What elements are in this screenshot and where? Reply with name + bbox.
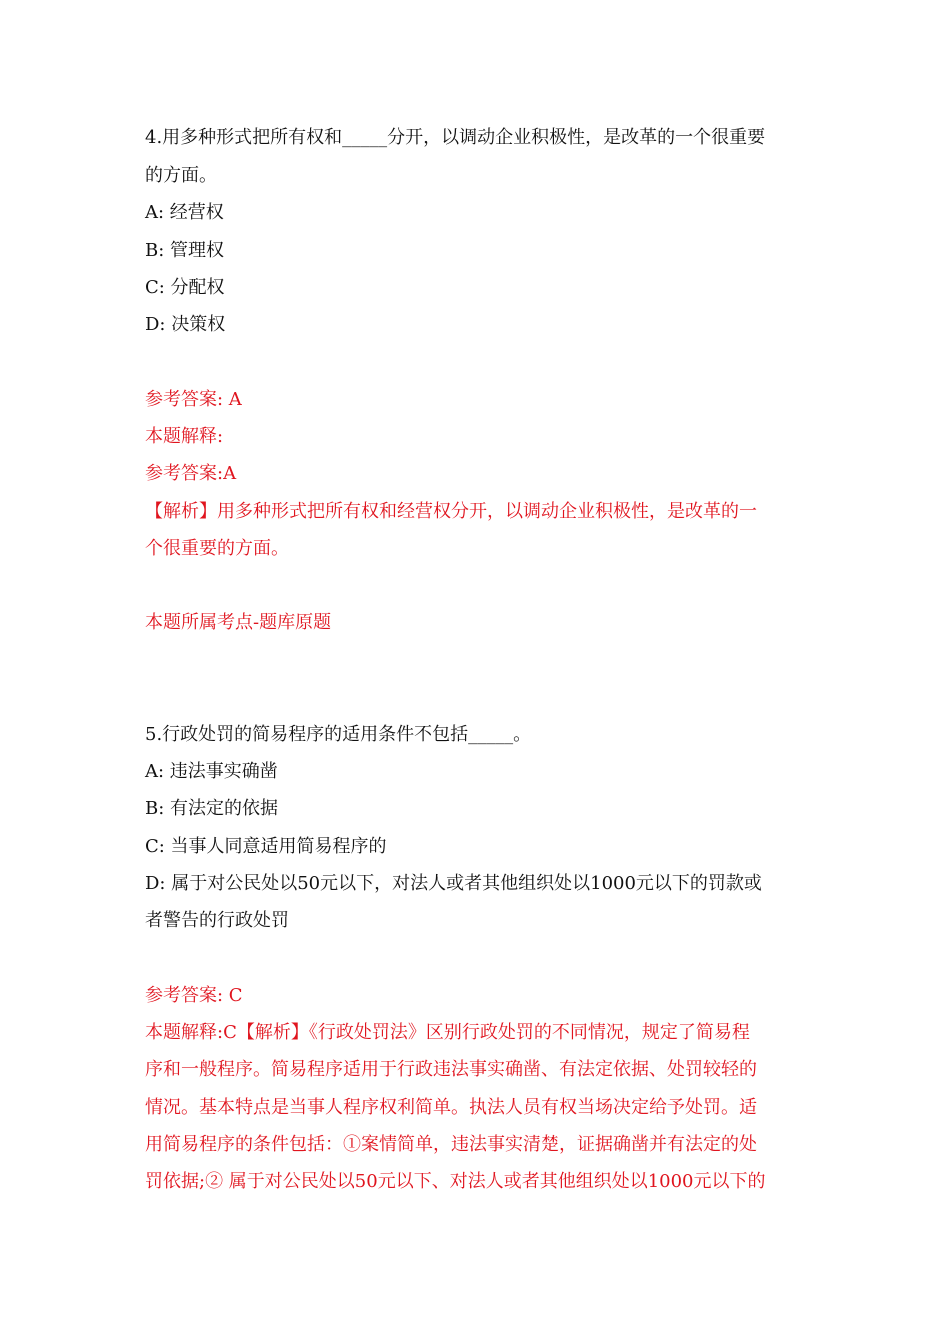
q4-option-b: B: 管理权 [145,240,225,261]
q4-option-d: D: 决策权 [145,314,226,335]
q5-option-c: C: 当事人同意适用简易程序的 [145,836,387,857]
q5-option-d-line2: 者警告的行政处罚 [145,910,289,931]
q4-analysis-line2: 个很重要的方面。 [145,538,289,559]
q4-analysis-line1: 【解析】用多种形式把所有权和经营权分开，以调动企业积极性，是改革的一 [145,501,757,522]
q5-analysis-line3: 情况。基本特点是当事人程序权利简单。执法人员有权当场决定给予处罚。适 [145,1097,757,1118]
q5-analysis-line2: 序和一般程序。简易程序适用于行政违法事实确凿、有法定依据、处罚较轻的 [145,1059,757,1080]
q4-topic: 本题所属考点-题库原题 [145,612,332,633]
q4-stem-line2: 的方面。 [145,165,217,186]
q4-stem-line1: 4.用多种形式把所有权和_____分开，以调动企业积极性，是改革的一个很重要 [145,127,766,148]
q5-option-b: B: 有法定的依据 [145,798,279,819]
q4-explain-label: 本题解释: [145,426,224,447]
q5-analysis-line5: 罚依据;② 属于对公民处以50元以下、对法人或者其他组织处以1000元以下的 [145,1171,766,1192]
q5-option-a: A: 违法事实确凿 [145,761,278,782]
q5-stem: 5.行政处罚的简易程序的适用条件不包括_____。 [145,724,532,745]
q5-option-d: D: 属于对公民处以50元以下，对法人或者其他组织处以1000元以下的罚款或 [145,873,762,894]
q4-answer-2: 参考答案:A [145,463,237,484]
q4-option-c: C: 分配权 [145,277,225,298]
q5-analysis-line1: 本题解释:C【解析】《行政处罚法》区别行政处罚的不同情况，规定了简易程 [145,1022,750,1043]
q5-answer: 参考答案: C [145,985,243,1006]
q4-answer: 参考答案: A [145,389,242,410]
q4-option-a: A: 经营权 [145,202,224,223]
q5-analysis-line4: 用简易程序的条件包括：①案情简单，违法事实清楚，证据确凿并有法定的处 [145,1134,757,1155]
